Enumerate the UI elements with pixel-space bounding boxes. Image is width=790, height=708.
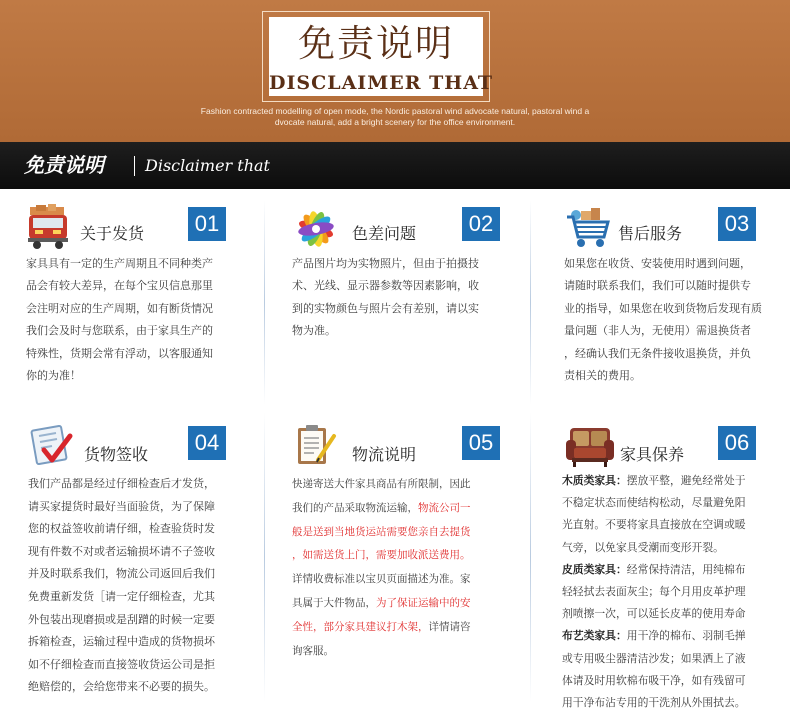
page-title: 免责说明	[298, 22, 454, 65]
line-text: 用干净布沾专用的干洗剂从外围拭去。	[562, 696, 746, 708]
card-line	[292, 592, 471, 616]
shopping-cart-icon	[564, 203, 612, 251]
card-line: 请买家提货时最好当面验货，为了保障	[28, 499, 215, 513]
checklist-icon	[28, 422, 76, 470]
header-subtitle-line-2: dvocate natural, add a bright scenery for the office environment.	[274, 117, 516, 127]
card-number-badge: 01	[188, 207, 226, 241]
line-heading: 布艺类家具：	[562, 629, 627, 643]
divider	[530, 200, 531, 405]
card-line	[562, 581, 746, 603]
card-line	[562, 603, 746, 625]
card-line	[292, 616, 471, 640]
line-highlight: 全性，部分家具建议打木架，	[292, 620, 429, 633]
line-text: 光直射。不要将家具直接放在空调或暖	[562, 518, 746, 532]
divider	[264, 412, 265, 702]
card-logistics	[292, 422, 522, 702]
card-number-badge: 06	[718, 426, 756, 460]
card-line: 产品图片均为实物照片，但由于拍摄技	[292, 257, 479, 270]
card-line	[562, 492, 746, 514]
card-number-badge: 05	[462, 426, 500, 460]
card-line: 术、光线、显示器参数等因素影响，收	[292, 279, 479, 293]
card-line	[562, 648, 746, 670]
card-body	[292, 253, 479, 343]
title-box	[269, 17, 494, 96]
card-title: 售后服务	[618, 224, 683, 243]
line-highlight: 物流公司一	[418, 501, 471, 514]
line-highlight: ，如需送货上门，需要加收派送费用。	[292, 549, 471, 562]
line-text: 用干净的棉布、羽制毛掸	[626, 629, 746, 643]
card-line: 业的指导，如果您在收到货物后发现有质	[564, 301, 762, 315]
card-receipt-signing	[28, 422, 258, 702]
card-title: 家具保养	[620, 445, 685, 464]
card-color-difference	[292, 203, 522, 403]
card-line	[292, 640, 471, 664]
card-line: 你的为准！	[26, 369, 81, 383]
card-line: 到的实物颜色与照片会有差别，请以实	[292, 301, 479, 315]
line-text: 轻轻拭去表面灰尘；每个月用皮革护理	[562, 585, 746, 599]
card-line: 免费重新发货［请一定仔细检查，尤其	[28, 589, 215, 603]
header-banner	[0, 0, 790, 142]
card-line	[562, 670, 746, 692]
line-text: 气旁，以免家具受潮而变形开裂。	[562, 540, 724, 554]
card-line	[562, 537, 746, 559]
card-line	[292, 568, 471, 592]
line-text: 剂喷擦一次，可以延长皮革的使用寿命	[562, 607, 746, 621]
card-line: 并及时联系我们，物流公司返回后我们	[28, 567, 215, 581]
card-line: 绝赔偿的，会给您带来不必要的损失。	[28, 680, 215, 694]
card-line	[562, 559, 746, 581]
line-heading: 皮质类家具：	[562, 562, 627, 576]
card-line	[562, 625, 746, 647]
card-line: 会注明对应的生产周期，如有断货情况	[26, 301, 213, 315]
card-title: 物流说明	[352, 445, 417, 464]
divider	[264, 200, 265, 405]
card-line: 物为准。	[292, 324, 336, 338]
card-furniture-care	[564, 422, 786, 706]
section-title: 免责说明	[24, 153, 104, 177]
line-text: 经常保持清洁，用纯棉布	[626, 562, 746, 576]
card-line: 如果您在收货、安装使用时遇到问题，	[564, 257, 751, 270]
sofa-icon	[564, 422, 616, 470]
card-title: 色差问题	[352, 224, 417, 243]
page-title-english: DISCLAIMER THAT	[269, 72, 494, 94]
section-title-english: Disclaimer that	[145, 156, 270, 175]
card-line: 量问题（非人为，无使用）需退换货者	[564, 324, 751, 338]
card-line	[292, 521, 471, 545]
card-number-badge: 04	[188, 426, 226, 460]
line-text: 不稳定状态而使结构松动，尽量避免阳	[562, 496, 746, 510]
card-body	[292, 473, 471, 663]
card-line: 品会有较大差异，在每个宝贝信息那里	[26, 279, 213, 293]
delivery-truck-icon	[26, 203, 74, 251]
line-text: 快递寄送大件家具商品有所限制，因此	[292, 478, 471, 490]
card-line	[562, 692, 746, 708]
card-line	[292, 473, 471, 497]
card-after-sales	[564, 203, 784, 403]
card-body	[28, 473, 215, 699]
line-text: 或专用吸尘器清洁沙发；如果洒上了液	[562, 651, 746, 665]
color-wheel-icon	[292, 203, 340, 251]
line-highlight: 般是送到当地货运站需要您亲自去提货	[292, 525, 471, 538]
card-line: 我们产品都是经过仔细检查后才发货，	[28, 477, 215, 490]
card-line: 拆箱检查，运输过程中造成的货物损坏	[28, 635, 215, 649]
card-line: 特殊性，货期会常有浮动，以客服通知	[26, 346, 213, 360]
card-line: 家具具有一定的生产周期且不同种类产	[26, 257, 213, 270]
line-text: 详情请咨	[428, 620, 471, 633]
card-line: 外包装出现磨损或是刮蹭的时候一定要	[28, 612, 215, 626]
card-shipping	[26, 203, 256, 403]
card-body	[564, 253, 762, 387]
card-body	[26, 253, 213, 387]
line-text: 询客服。	[292, 644, 334, 657]
card-body	[562, 470, 746, 708]
clipboard-icon	[292, 422, 340, 470]
card-line	[292, 544, 471, 568]
card-line: 如不仔细检查而直接签收货运公司是拒	[28, 657, 215, 671]
card-line	[562, 514, 746, 536]
line-text: 摆放平整，避免经常处于	[626, 474, 746, 487]
card-line	[562, 470, 746, 492]
section-bar	[0, 142, 790, 189]
title-frame	[262, 11, 494, 102]
header-subtitle-line-1: Fashion contracted modelling of open mode, the Nordic pastoral wind advocate natural, pastoral wind a	[200, 106, 590, 116]
card-line: 现有件数不对或者运输损坏请不子签收	[28, 544, 215, 558]
card-number-badge: 03	[718, 207, 756, 241]
card-line: 请随时联系我们，我们可以随时提供专	[564, 279, 751, 293]
card-line: 责相关的费用。	[564, 369, 641, 383]
card-line: 我们会及时与您联系，由于家具生产的	[26, 324, 213, 338]
divider	[530, 412, 531, 702]
card-number-badge: 02	[462, 207, 500, 241]
line-heading: 木质类家具：	[562, 474, 627, 487]
card-line: ，经确认我们无条件接收退换货，并负	[564, 346, 751, 360]
section-separator	[134, 156, 135, 176]
card-line: 您的权益签收前请仔细，检查验货时发	[28, 522, 215, 536]
card-line	[292, 497, 471, 521]
line-text: 体请及时用软棉布吸干净，如有残留可	[562, 673, 746, 687]
line-text: 详情收费标准以宝贝页面描述为准。家	[292, 573, 471, 586]
card-title: 关于发货	[80, 224, 145, 243]
card-title: 货物签收	[84, 445, 149, 464]
line-highlight: 为了保证运输中的安	[376, 596, 471, 609]
line-text: 具属于大件物品，	[292, 596, 376, 609]
line-text: 我们的产品采取物流运输，	[292, 501, 418, 514]
